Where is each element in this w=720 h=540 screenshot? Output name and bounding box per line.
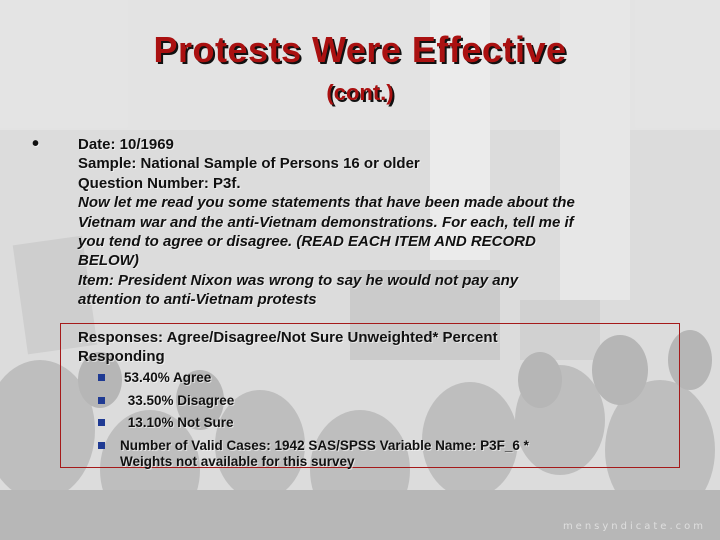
question-line: Vietnam war and the anti-Vietnam demonstrations. For each, tell me if <box>78 213 574 231</box>
response-text: 33.50% Disagree <box>124 392 235 408</box>
response-item <box>98 370 668 386</box>
question-line: BELOW) <box>78 252 139 270</box>
responses-heading-line: Responses: Agree/Disagree/Not Sure Unweighted* Percent <box>78 329 498 346</box>
response-text: 13.10% Not Sure <box>124 415 234 430</box>
square-bullet-icon <box>98 397 105 404</box>
response-item <box>98 438 668 470</box>
responses-heading-line: Responding <box>78 348 165 365</box>
square-bullet-icon <box>98 442 105 449</box>
response-item <box>98 415 668 431</box>
responses-heading <box>78 328 668 366</box>
slide-subtitle: (cont.) <box>326 80 394 105</box>
watermark: mensyndicate.com <box>562 521 706 532</box>
square-bullet-icon <box>98 419 105 426</box>
response-text: Number of Valid Cases: 1942 SAS/SPSS Variable Name: P3F_6 * Weights not available for this survey <box>120 437 529 469</box>
slide-title: Protests Were Effective <box>153 29 567 70</box>
sample-line: Sample: National Sample of Persons 16 or older <box>78 155 420 173</box>
main-bullet: • <box>32 133 40 155</box>
question-block <box>78 135 690 310</box>
question-line: you tend to agree or disagree. (READ EACH ITEM AND RECORD <box>78 233 536 251</box>
item-line: Item: President Nixon was wrong to say he would not pay any <box>78 271 519 289</box>
responses-list <box>98 370 668 476</box>
date-line: Date: 10/1969 <box>78 136 174 153</box>
item-line: attention to anti-Vietnam protests <box>78 291 317 309</box>
square-bullet-icon <box>98 374 105 381</box>
question-line: Now let me read you some statements that have been made about the <box>78 194 575 212</box>
response-item <box>98 393 668 409</box>
question-number-line: Question Number: P3f. <box>78 174 241 192</box>
response-text: 53.40% Agree <box>124 370 212 385</box>
